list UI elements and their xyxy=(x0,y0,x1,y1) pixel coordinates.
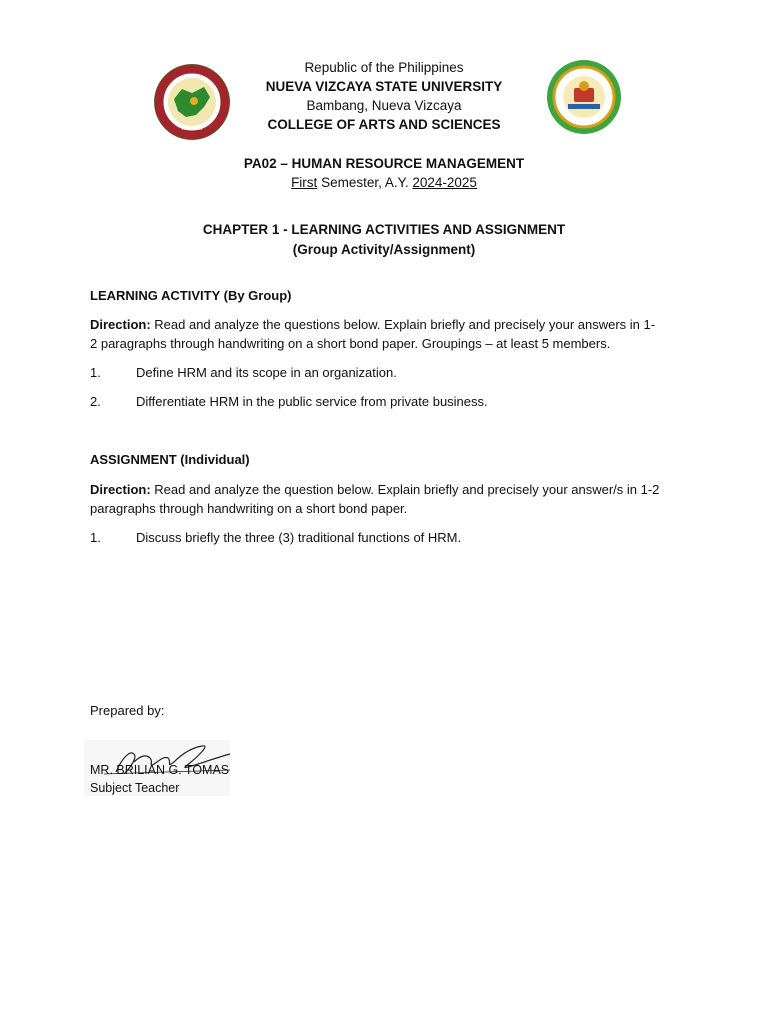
assignment-direction xyxy=(90,480,660,518)
prepared-by-label: Prepared by: xyxy=(90,703,165,718)
learning-activity-direction xyxy=(90,315,660,353)
semester-rest: Semester, A.Y. xyxy=(317,175,413,190)
header-college: COLLEGE OF ARTS AND SCIENCES xyxy=(267,117,501,132)
svg-text:★1916★: ★1916★ xyxy=(181,126,203,132)
item-text: Define HRM and its scope in an organization. xyxy=(136,365,397,380)
header-location: Bambang, Nueva Vizcaya xyxy=(306,98,462,113)
item-text: Differentiate HRM in the public service from private business. xyxy=(136,394,488,409)
document-header xyxy=(0,58,768,134)
assignment-section xyxy=(90,450,660,547)
semester-first: First xyxy=(291,175,318,190)
item-number: 1. xyxy=(90,530,101,545)
direction-text: Read and analyze the questions below. Explain briefly and precisely your answers in 1-2 paragraphs through handwriting on a short bond paper. Groupings – at least 5 members. xyxy=(90,317,656,351)
list-item xyxy=(90,363,660,382)
teacher-name: MR. BRILIAN G. TOMAS xyxy=(90,763,230,777)
item-number: 2. xyxy=(90,394,101,409)
signature-block xyxy=(84,740,234,798)
learning-activity-section xyxy=(90,286,660,411)
chapter-heading xyxy=(0,220,768,260)
course-semester xyxy=(0,173,768,192)
direction-label: Direction: xyxy=(90,482,151,497)
course-title: PA02 – HUMAN RESOURCE MANAGEMENT xyxy=(243,156,525,171)
header-republic: Republic of the Philippines xyxy=(304,60,464,75)
list-item xyxy=(90,392,660,411)
direction-label: Direction: xyxy=(90,317,151,332)
chapter-title: CHAPTER 1 - LEARNING ACTIVITIES AND ASSIGNMENT xyxy=(202,222,566,237)
chapter-subtitle: (Group Activity/Assignment) xyxy=(292,242,476,257)
teacher-info xyxy=(90,761,229,797)
course-info xyxy=(0,154,768,192)
item-number: 1. xyxy=(90,365,101,380)
academic-year: 2024-2025 xyxy=(412,175,477,190)
learning-activity-heading: LEARNING ACTIVITY (By Group) xyxy=(90,288,292,303)
direction-text: Read and analyze the question below. Explain briefly and precisely your answer/s in 1-2 paragraphs through handwriting on a short bond paper. xyxy=(90,482,660,516)
list-item xyxy=(90,528,660,547)
assignment-heading: ASSIGNMENT (Individual) xyxy=(90,452,250,467)
header-university: NUEVA VIZCAYA STATE UNIVERSITY xyxy=(265,79,503,94)
teacher-role: Subject Teacher xyxy=(90,781,180,795)
item-text: Discuss briefly the three (3) traditional functions of HRM. xyxy=(136,530,462,545)
